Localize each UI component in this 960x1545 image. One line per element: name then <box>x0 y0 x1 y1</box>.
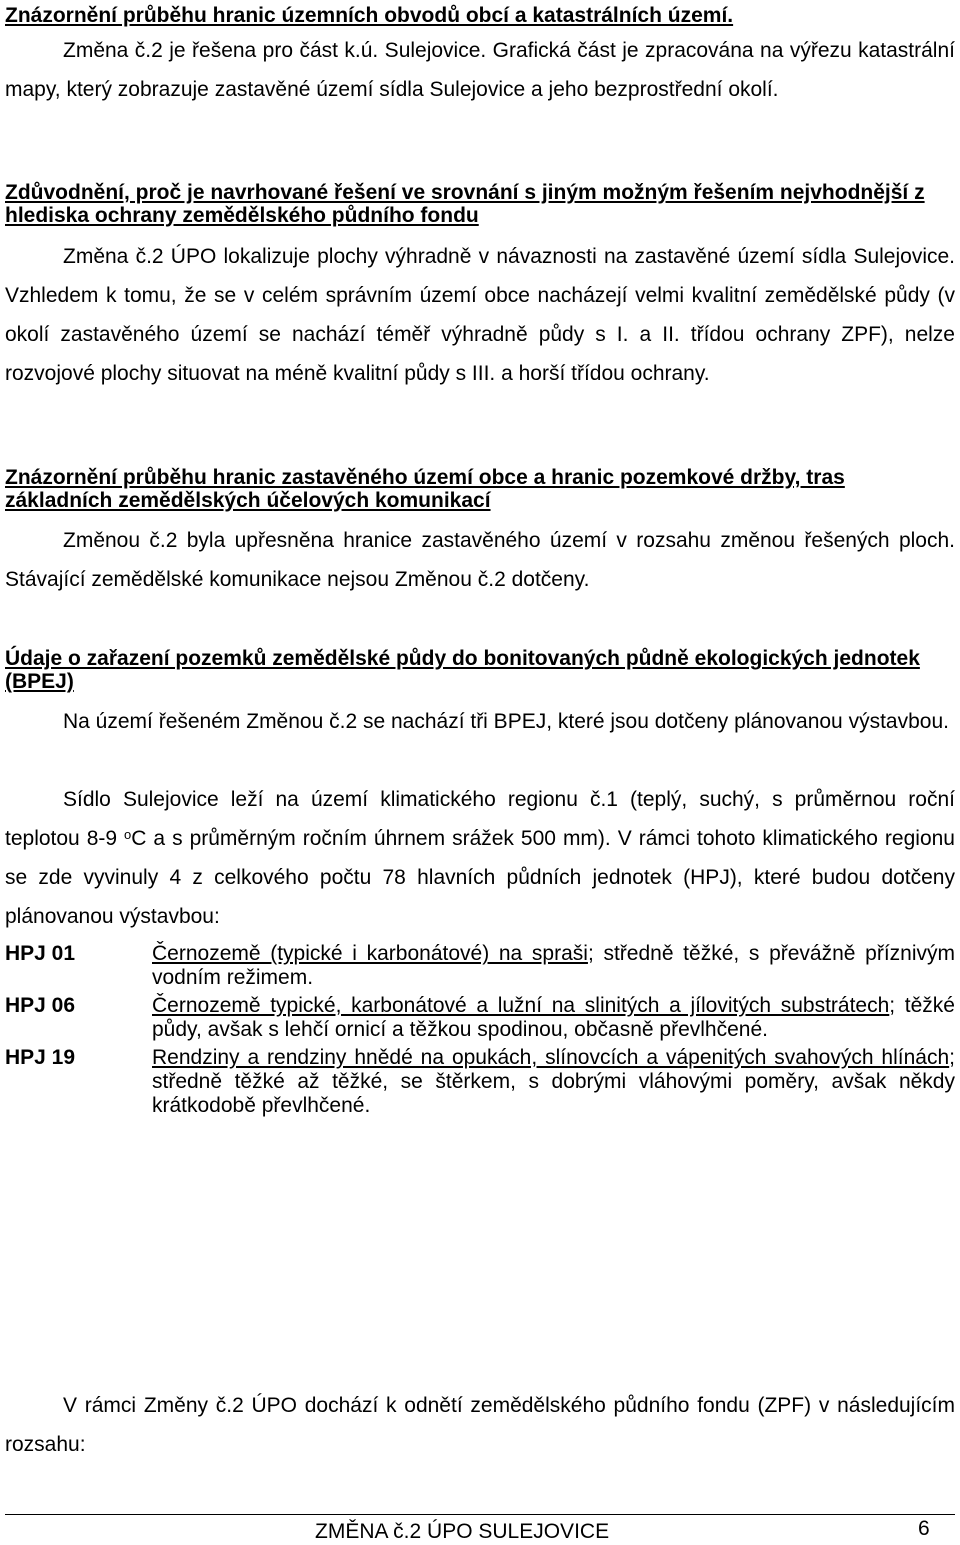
hpj-desc-19 <box>152 1046 955 1118</box>
hpj-desc-01 <box>152 942 955 990</box>
paragraph-bpej-intro: Na území řešeném Změnou č.2 se nachází tři BPEJ, které jsou dotčeny plánovanou výstavbou. <box>63 710 949 733</box>
degree-sup: o <box>124 827 132 842</box>
paragraph-boundaries: Změna č.2 je řešena pro část k.ú. Sulejovice. Grafická část je zpracována na výřezu katastrální mapy, který zobrazuje zastavěné území sídla Sulejovice a jeho bezprostřední okolí. <box>5 39 955 101</box>
paragraph-climate-region <box>5 780 955 936</box>
hpj-code-19: HPJ 19 <box>5 1046 76 1069</box>
heading-boundaries: Znázornění průběhu hranic územních obvodů obcí a katastrálních území. <box>5 4 734 27</box>
hpj-soil-06: Černozemě typické, karbonátové a lužní na slinitých a jílovitých substrátech <box>152 994 890 1017</box>
page-number: 6 <box>918 1517 930 1540</box>
paragraph-justification: Změna č.2 ÚPO lokalizuje plochy výhradně v návaznosti na zastavěné území sídla Sulejovice. Vzhledem k tomu, že se v celém správním území obce nacházejí velmi kvalitní zemědělské půdy (v okolí zastavěného území se nachází téměř výhradně půdy s I. a II. třídou ochrany ZPF), nelze rozvojové plochy situovat na méně kvalitní půdy s III. a horší třídou ochrany. <box>5 245 955 385</box>
hpj-soil-01: Černozemě (typické i karbonátové) na spraši <box>152 942 588 965</box>
hpj-code-01: HPJ 01 <box>5 942 76 965</box>
paragraph-built-up-area: Změnou č.2 byla upřesněna hranice zastavěného území v rozsahu změnou řešených ploch. Stávající zemědělské komunikace nejsou Změnou č.2 dotčeny. <box>5 529 955 591</box>
climate-text-b: C a s průměrným ročním úhrnem srážek 500 mm). V rámci tohoto klimatického regionu se zde vyvinuly 4 z celkového počtu 78 hlavních půdních jednotek (HPJ), které budou dotčeny plánovanou výstavbou: <box>5 827 955 928</box>
hpj-soil-19: Rendziny a rendziny hnědé na opukách, slínovcích a vápenitých svahových hlínách <box>152 1046 950 1069</box>
footer-divider <box>5 1514 955 1515</box>
climate-text-a: Sídlo Sulejovice leží na území klimatického regionu č.1 (teplý, suchý, s průměrnou roční teplotou 8-9 <box>5 788 955 850</box>
hpj-text-06: ; těžké půdy, avšak s lehčí ornicí a těžkou spodinou, občasně převlhčené. <box>152 994 955 1041</box>
paragraph-zpf-removal: V rámci Změny č.2 ÚPO dochází k odnětí zemědělského půdního fondu (ZPF) v následujícím rozsahu: <box>5 1394 955 1456</box>
hpj-desc-06 <box>152 994 955 1042</box>
heading-bpej: Údaje o zařazení pozemků zemědělské půdy do bonitovaných půdně ekologických jednotek (BPEJ) <box>5 647 920 693</box>
hpj-text-01: ; středně těžké, s převážně příznivým vodním režimem. <box>152 942 955 989</box>
hpj-code-06: HPJ 06 <box>5 994 76 1017</box>
hpj-text-19: ; středně těžké až těžké, se štěrkem, s dobrými vláhovými poměry, avšak někdy krátkodobě převlhčené. <box>152 1046 955 1117</box>
heading-justification: Zdůvodnění, proč je navrhované řešení ve srovnání s jiným možným řešením nejvhodnější z hlediska ochrany zemědělského půdního fondu <box>5 181 925 227</box>
footer-title: ZMĚNA č.2 ÚPO SULEJOVICE <box>315 1520 610 1543</box>
heading-built-up-area: Znázornění průběhu hranic zastavěného území obce a hranic pozemkové držby, tras základních zemědělských účelových komunikací <box>5 466 845 512</box>
